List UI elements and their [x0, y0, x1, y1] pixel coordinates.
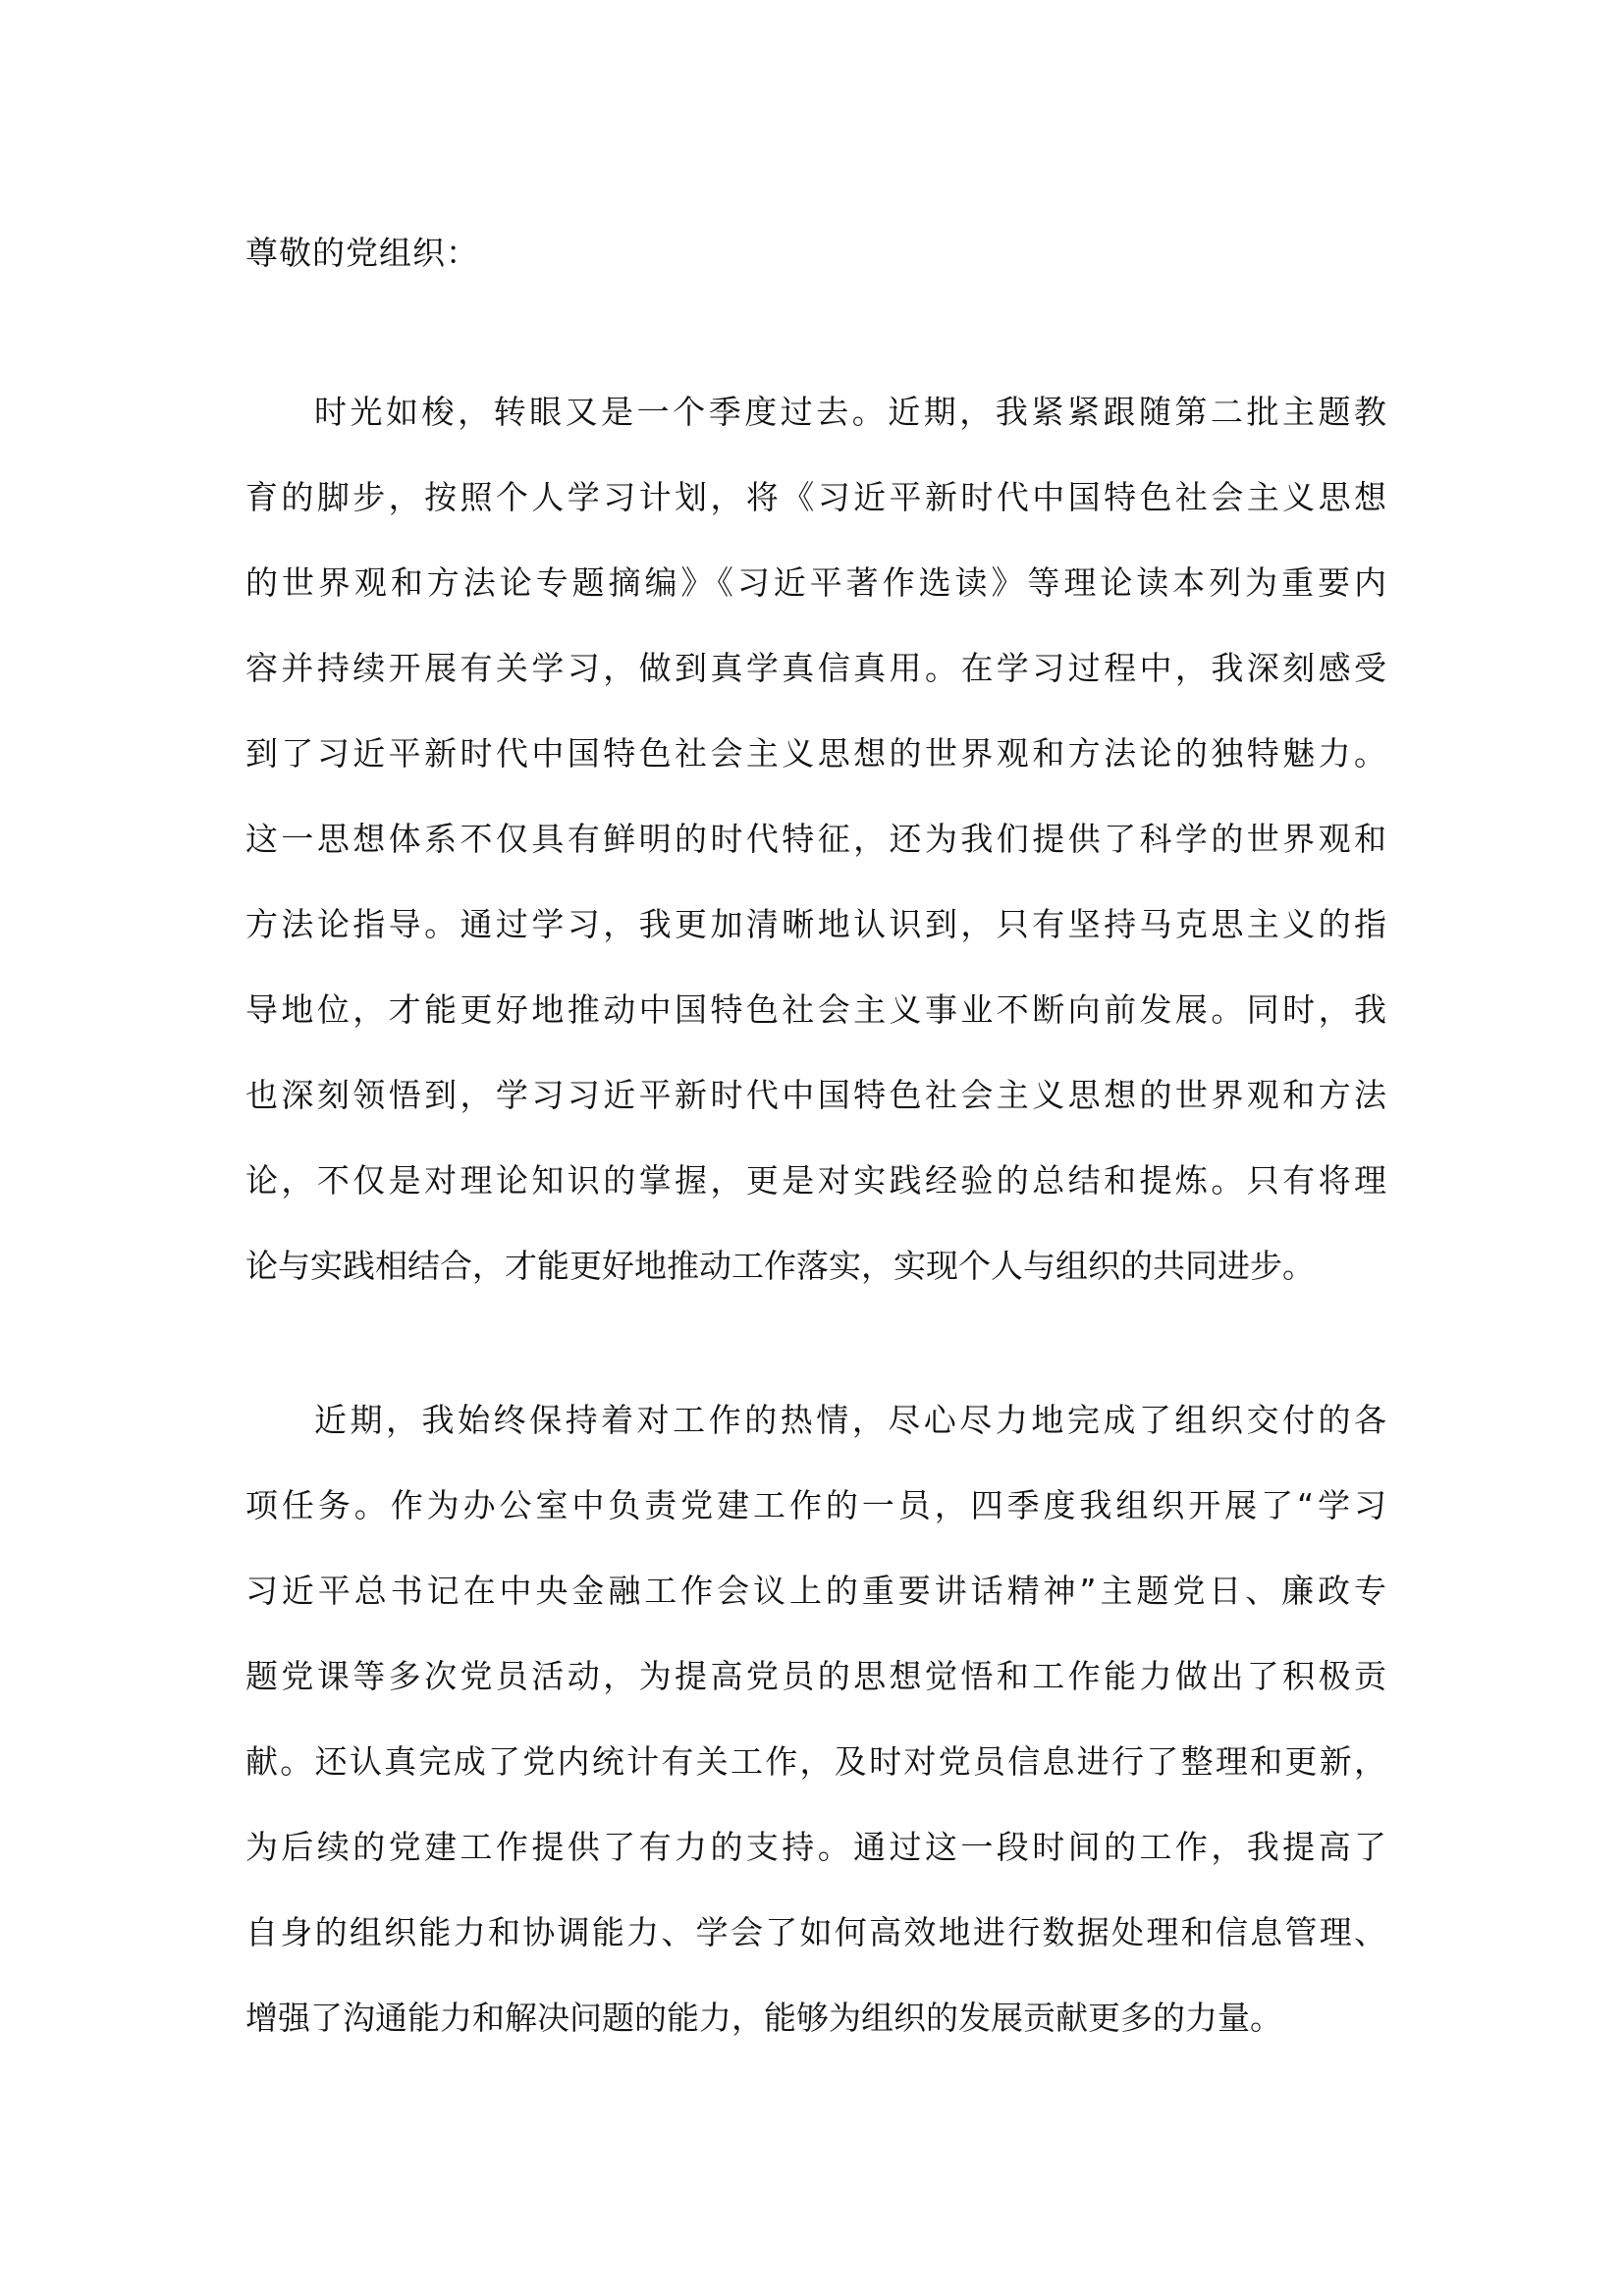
paragraph-line: 增强了沟通能力和解决问题的能力，能够为组织的发展贡献更多的力量。: [245, 1999, 1282, 2037]
paragraph-line: 题党课等多次党员活动，为提高党员的思想觉悟和工作能力做出了积极贡: [245, 1657, 1386, 1695]
paragraph-2: [245, 1377, 1386, 2060]
letter-body: [245, 224, 1386, 2060]
paragraph-line: 导地位，才能更好地推动中国特色社会主义事业不断向前发展。同时，我: [245, 990, 1386, 1029]
paragraph-line: 方法论指导。通过学习，我更加清晰地认识到，只有坚持马克思主义的指: [245, 905, 1386, 943]
paragraph-line: 论，不仅是对理论知识的掌握，更是对实践经验的总结和提炼。只有将理: [245, 1161, 1386, 1200]
paragraph-line: 的世界观和方法论专题摘编》《习近平著作选读》等理论读本列为重要内: [245, 563, 1386, 602]
paragraph-line: 也深刻领悟到，学习习近平新时代中国特色社会主义思想的世界观和方法: [245, 1076, 1386, 1114]
paragraph-line: 项任务。作为办公室中负责党建工作的一员，四季度我组织开展了“学习: [245, 1486, 1386, 1524]
paragraph-line: 到了习近平新时代中国特色社会主义思想的世界观和方法论的独特魅力。: [245, 734, 1386, 773]
paragraph-line: 论与实践相结合，才能更好地推动工作落实，实现个人与组织的共同进步。: [245, 1247, 1315, 1285]
paragraph-line: 献。还认真完成了党内统计有关工作，及时对党员信息进行了整理和更新，: [245, 1742, 1386, 1781]
paragraph-line: 容并持续开展有关学习，做到真学真信真用。在学习过程中，我深刻感受: [245, 649, 1386, 687]
paragraph-line: 习近平总书记在中央金融工作会议上的重要讲话精神”主题党日、廉政专: [245, 1572, 1386, 1610]
paragraph-line: 为后续的党建工作提供了有力的支持。通过这一段时间的工作，我提高了: [245, 1828, 1386, 1866]
paragraph-line: 这一思想体系不仅具有鲜明的时代特征，还为我们提供了科学的世界观和: [245, 820, 1386, 858]
paragraph-line: 近期，我始终保持着对工作的热情，尽心尽力地完成了组织交付的各: [314, 1401, 1386, 1439]
paragraph-1: [245, 369, 1386, 1308]
paragraph-line: 自身的组织能力和协调能力、学会了如何高效地进行数据处理和信息管理、: [245, 1913, 1386, 1951]
paragraph-line: 时光如梭，转眼又是一个季度过去。近期，我紧紧跟随第二批主题教: [314, 393, 1386, 431]
paragraph-line: 育的脚步，按照个人学习计划，将《习近平新时代中国特色社会主义思想: [245, 478, 1386, 516]
letter-salutation: 尊敬的党组织：: [245, 234, 479, 272]
